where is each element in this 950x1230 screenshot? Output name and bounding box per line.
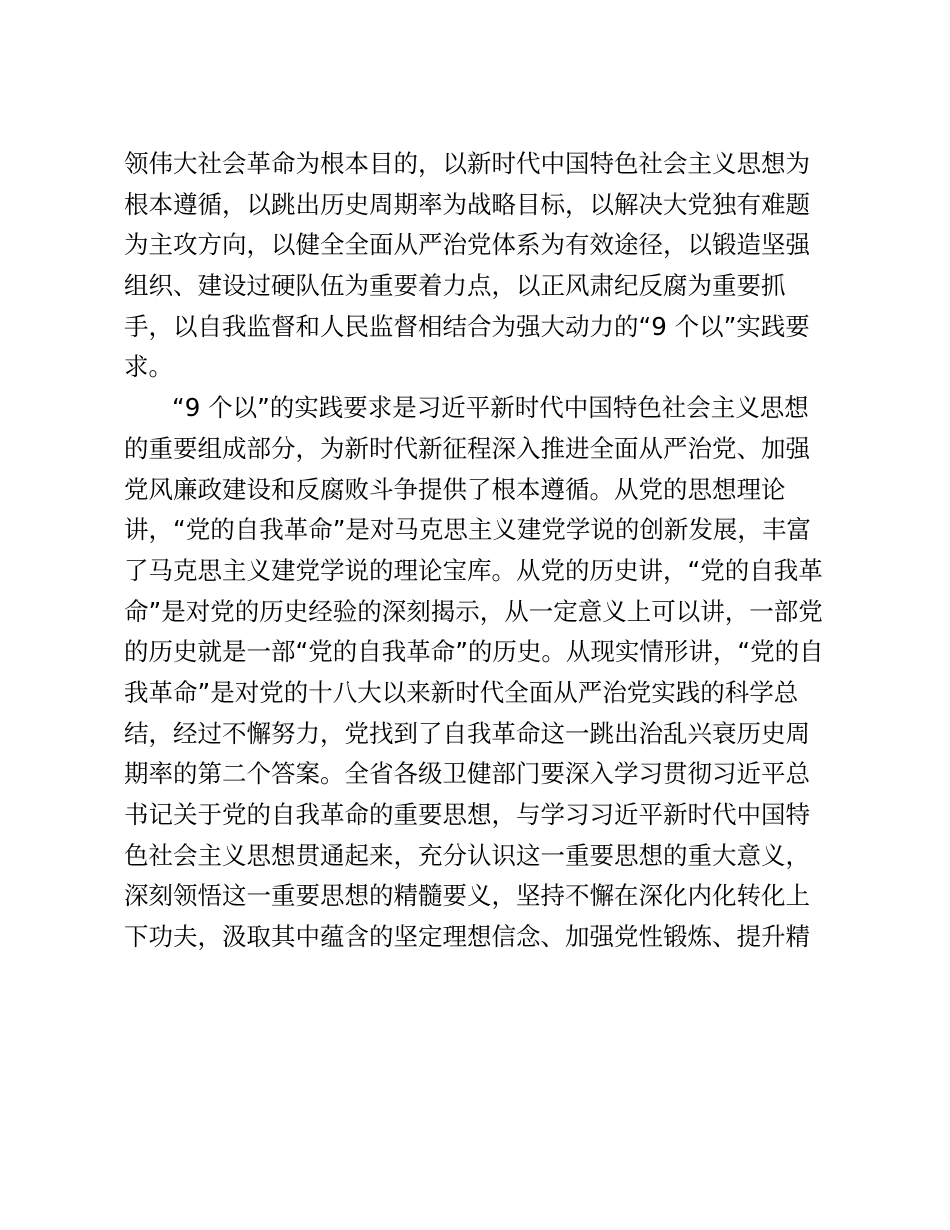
text-line: 期率的第二个答案。全省各级卫健部门要深入学习贯彻习近平总 (124, 759, 810, 789)
text-line: 根本遵循，以跳出历史周期率为战略目标，以解决大党独有难题 (124, 189, 810, 219)
text-line: 为主攻方向，以健全全面从严治党体系为有效途径，以锻造坚强 (124, 230, 810, 260)
text-line: 组织、建设过硬队伍为重要着力点，以正风肃纪反腐为重要抓 (124, 271, 786, 301)
text-line: 下功夫，汲取其中蕴含的坚定理想信念、加强党性锻炼、提升精 (124, 922, 810, 952)
text-line: 结，经过不懈努力，党找到了自我革命这一跳出治乱兴衰历史周 (124, 718, 810, 748)
text-line: 深刻领悟这一重要思想的精髓要义，坚持不懈在深化内化转化上 (124, 881, 810, 911)
text-line: 的历史就是一部“党的自我革命”的历史。从现实情形讲，“党的自 (124, 637, 824, 667)
text-line: 命”是对党的历史经验的深刻揭示，从一定意义上可以讲，一部党 (124, 596, 823, 626)
body-text (124, 144, 844, 958)
text-line-indented: “9 个以”的实践要求是习近平新时代中国特色社会主义思想 (172, 393, 809, 423)
paragraph-2 (124, 388, 844, 958)
text-line: 的重要组成部分，为新时代新征程深入推进全面从严治党、加强 (124, 433, 810, 463)
text-line: 讲，“党的自我革命”是对马克思主义建党学说的创新发展，丰富 (124, 515, 811, 545)
text-line: 手，以自我监督和人民监督相结合为强大动力的“9 个以”实践要 (124, 311, 810, 341)
paragraph-1 (124, 144, 844, 388)
text-line: 党风廉政建设和反腐败斗争提供了根本遵循。从党的思想理论 (124, 474, 786, 504)
text-line: 领伟大社会革命为根本目的，以新时代中国特色社会主义思想为 (124, 149, 810, 178)
text-line: 我革命”是对党的十八大以来新时代全面从严治党实践的科学总 (124, 677, 799, 707)
text-line: 书记关于党的自我革命的重要思想，与学习习近平新时代中国特 (124, 800, 810, 829)
text-line: 求。 (124, 352, 173, 382)
text-line: 了马克思主义建党学说的理论宝库。从党的历史讲，“党的自我革 (124, 555, 823, 585)
text-line: 色社会主义思想贯通起来，充分认识这一重要思想的重大意义， (124, 840, 810, 870)
